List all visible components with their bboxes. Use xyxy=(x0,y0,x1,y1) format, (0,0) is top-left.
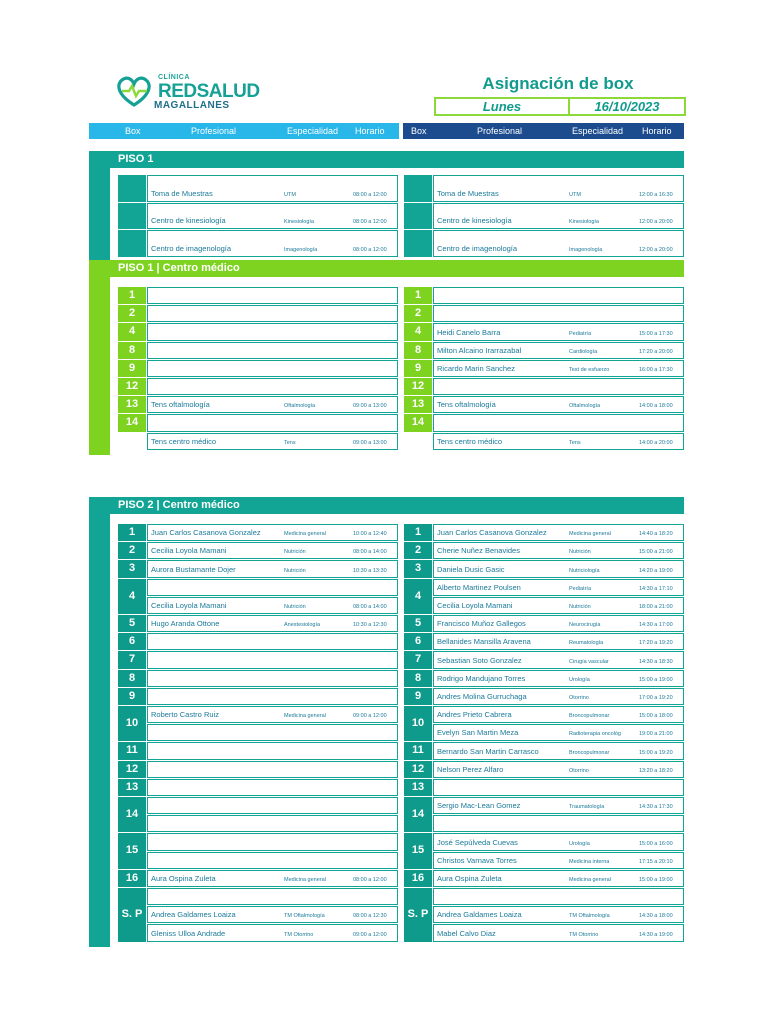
col-box: Box xyxy=(411,126,427,136)
professional-name: Daniela Dusic Gasic xyxy=(437,564,505,574)
schedule-time: 15:00 a 21:00 xyxy=(639,549,673,556)
professional-name: Bellanides Mansilla Aravena xyxy=(437,637,531,647)
table-row xyxy=(433,633,684,650)
professional-name: Roberto Castro Ruiz xyxy=(151,710,219,720)
logo-sub-text: MAGALLANES xyxy=(154,100,230,111)
schedule-time: 08:00 a 12:00 xyxy=(353,247,387,254)
table-row xyxy=(433,287,684,304)
box-number: 9 xyxy=(118,360,146,377)
box-number: 7 xyxy=(404,651,432,668)
professional-name: Rodrigo Mandujano Torres xyxy=(437,673,526,683)
professional-name: Cecilia Loyola Mamani xyxy=(151,600,227,610)
table-row xyxy=(147,414,398,431)
schedule-time: 14:30 a 19:00 xyxy=(639,931,673,938)
specialty: Nutrición xyxy=(569,603,591,610)
specialty: Broncopulmonar xyxy=(569,749,610,756)
professional-name: Francisco Muñoz Gallegos xyxy=(437,619,526,629)
schedule-time: 16:00 a 17:30 xyxy=(639,366,673,373)
specialty: Kinesiología xyxy=(569,219,599,226)
specialty: Otorrino xyxy=(569,694,589,701)
box-number: 4 xyxy=(404,323,432,340)
specialty: Otorrino xyxy=(569,767,589,774)
schedule-time: 15:00 a 17:30 xyxy=(639,330,673,337)
specialty: TM Oftalmología xyxy=(569,913,610,920)
table-row xyxy=(147,906,398,923)
professional-name: Aura Ospina Zuleta xyxy=(437,873,502,883)
table-row xyxy=(147,524,398,541)
professional-name: Alberto Martinez Poulsen xyxy=(437,582,521,592)
table-row xyxy=(147,542,398,559)
schedule-time: 09:00 a 13:00 xyxy=(353,403,387,410)
specialty: Pediatría xyxy=(569,330,592,337)
box-number: 16 xyxy=(118,870,146,887)
schedule-time: 14:00 a 18:00 xyxy=(639,403,673,410)
box-number xyxy=(404,433,432,450)
specialty: Neurocirugía xyxy=(569,622,601,629)
table-row xyxy=(147,670,398,687)
professional-name: Mabel Calvo Diaz xyxy=(437,928,496,938)
box-number: 8 xyxy=(118,670,146,687)
schedule-time: 12:00 a 20:00 xyxy=(639,219,673,226)
box-number: 12 xyxy=(118,761,146,778)
table-row xyxy=(147,287,398,304)
table-row xyxy=(433,560,684,577)
box-number: 13 xyxy=(404,396,432,413)
specialty: Medicina general xyxy=(284,531,326,538)
schedule-time: 17:00 a 19:20 xyxy=(639,694,673,701)
schedule-time: 09:00 a 12:00 xyxy=(353,713,387,720)
box-number: 13 xyxy=(118,396,146,413)
schedule-time: 14:30 a 18:30 xyxy=(639,658,673,665)
schedule-time: 08:00 a 12:00 xyxy=(353,876,387,883)
document-title: Asignación de box xyxy=(482,74,634,93)
box-number: 6 xyxy=(118,633,146,650)
professional-name: Andrea Galdames Loaiza xyxy=(151,910,236,920)
col-profesional: Profesional xyxy=(477,126,523,136)
professional-name: Andres Prieto Cabrera xyxy=(437,710,512,720)
professional-name: Aura Ospina Zuleta xyxy=(151,873,216,883)
table-row xyxy=(433,742,684,759)
table-row xyxy=(147,924,398,941)
table-row xyxy=(433,724,684,741)
box-number: 4 xyxy=(404,579,432,614)
table-row xyxy=(433,833,684,850)
schedule-time: 15:00 a 19:00 xyxy=(639,876,673,883)
table-row xyxy=(147,396,398,413)
box-number: S. P xyxy=(118,888,146,942)
schedule-time: 14:30 a 17:10 xyxy=(639,585,673,592)
col-profesional: Profesional xyxy=(191,126,237,136)
schedule-time: 19:00 a 21:00 xyxy=(639,731,673,738)
schedule-time: 15:00 a 18:00 xyxy=(639,713,673,720)
table-row xyxy=(147,779,398,796)
col-especialidad: Especialidad xyxy=(287,126,339,136)
professional-name: Hugo Aranda Ottone xyxy=(151,619,220,629)
box-number: 3 xyxy=(404,560,432,577)
specialty: Cardiología xyxy=(569,348,598,355)
table-row xyxy=(147,724,398,741)
specialty: Kinesiología xyxy=(284,219,314,226)
box-number: 2 xyxy=(118,305,146,322)
schedule-time: 14:40 a 18:20 xyxy=(639,531,673,538)
column-header-right xyxy=(403,123,684,139)
professional-name: Centro de kinesiología xyxy=(151,216,226,226)
schedule-time: 14:30 a 18:00 xyxy=(639,913,673,920)
box-number: 9 xyxy=(404,688,432,705)
box-number: 11 xyxy=(404,742,432,759)
box-number: 11 xyxy=(118,742,146,759)
box-number: 16 xyxy=(404,870,432,887)
box-number: 14 xyxy=(404,797,432,832)
col-horario: Horario xyxy=(642,126,672,136)
professional-name: Bernardo San Martin Carrasco xyxy=(437,746,539,756)
box-number xyxy=(404,175,432,202)
professional-name: Toma de Muestras xyxy=(151,188,213,198)
table-row xyxy=(433,323,684,340)
box-number: 15 xyxy=(118,833,146,868)
box-number: 10 xyxy=(118,706,146,741)
table-row xyxy=(433,230,684,257)
table-row xyxy=(147,560,398,577)
table-row xyxy=(147,230,398,257)
logo-clinica-text: CLÍNICA xyxy=(158,74,190,81)
schedule-time: 12:00 a 16:30 xyxy=(639,191,673,198)
table-row xyxy=(147,688,398,705)
table-row xyxy=(433,360,684,377)
box-number: 12 xyxy=(404,378,432,395)
professional-name: Cecilia Loyola Mamani xyxy=(437,600,513,610)
table-row xyxy=(433,706,684,723)
specialty: Tens xyxy=(569,439,581,446)
table-row xyxy=(433,203,684,230)
table-row xyxy=(433,651,684,668)
col-especialidad: Especialidad xyxy=(572,126,624,136)
table-row xyxy=(433,433,684,450)
specialty: Broncopulmonar xyxy=(569,713,610,720)
specialty: UTM xyxy=(569,191,581,198)
col-horario: Horario xyxy=(355,126,385,136)
table-row xyxy=(147,579,398,596)
specialty: Nutriciología xyxy=(569,567,600,574)
table-row xyxy=(147,706,398,723)
professional-name: Andrea Galdames Loaiza xyxy=(437,910,522,920)
specialty: Tens xyxy=(284,439,296,446)
professional-name: Heidi Canelo Barra xyxy=(437,327,501,337)
schedule-time: 10:30 a 12:30 xyxy=(353,622,387,629)
day-field: Lunes xyxy=(434,97,570,116)
professional-name: Tens centro médico xyxy=(437,436,503,446)
specialty: Traumatología xyxy=(569,804,605,811)
box-number: 12 xyxy=(118,378,146,395)
schedule-time: 15:00 a 16:00 xyxy=(639,840,673,847)
professional-name: Andres Molina Gurruchaga xyxy=(437,691,527,701)
professional-name: Christos Varnava Torres xyxy=(437,855,517,865)
box-number xyxy=(118,433,146,450)
table-row xyxy=(433,670,684,687)
professional-name: Tens oftalmología xyxy=(151,400,210,410)
box-number: 7 xyxy=(118,651,146,668)
box-number: 8 xyxy=(404,670,432,687)
schedule-time: 14:30 a 17:00 xyxy=(639,622,673,629)
box-number xyxy=(404,230,432,257)
box-number: 3 xyxy=(118,560,146,577)
schedule-time: 14:20 a 19:00 xyxy=(639,567,673,574)
box-number: 1 xyxy=(404,287,432,304)
specialty: Nutrición xyxy=(569,549,591,556)
box-number: S. P xyxy=(404,888,432,942)
table-row xyxy=(147,323,398,340)
professional-name: Juan Carlos Casanova Gonzalez xyxy=(151,528,261,538)
table-row xyxy=(433,688,684,705)
schedule-time: 15:00 a 19:20 xyxy=(639,749,673,756)
table-row xyxy=(433,779,684,796)
table-row xyxy=(147,633,398,650)
section-sidebar xyxy=(89,514,110,947)
table-row xyxy=(433,396,684,413)
box-number: 15 xyxy=(404,833,432,868)
box-number xyxy=(118,203,146,230)
professional-name: Aurora Bustamante Dojer xyxy=(151,564,236,574)
box-number: 2 xyxy=(404,542,432,559)
schedule-time: 09:00 a 13:00 xyxy=(353,439,387,446)
col-box: Box xyxy=(125,126,141,136)
specialty: Medicina general xyxy=(284,713,326,720)
table-row xyxy=(433,524,684,541)
box-number: 2 xyxy=(404,305,432,322)
specialty: Oftalmología xyxy=(569,403,601,410)
box-number: 14 xyxy=(118,414,146,431)
table-row xyxy=(147,342,398,359)
box-number: 5 xyxy=(404,615,432,632)
schedule-time: 08:00 a 14:00 xyxy=(353,549,387,556)
box-number xyxy=(404,203,432,230)
specialty: Medicina general xyxy=(284,876,326,883)
table-row xyxy=(147,761,398,778)
box-number: 9 xyxy=(118,688,146,705)
clinic-logo xyxy=(114,72,260,112)
table-row xyxy=(147,797,398,814)
professional-name: Evelyn San Martin Meza xyxy=(437,728,519,738)
box-number: 5 xyxy=(118,615,146,632)
professional-name: Gleniss Ulloa Andrade xyxy=(151,928,226,938)
specialty: Radioterapia oncológ xyxy=(569,731,621,738)
table-row xyxy=(433,815,684,832)
specialty: Urología xyxy=(569,840,590,847)
professional-name: Nelson Perez Alfaro xyxy=(437,764,504,774)
specialty: TM Otorrino xyxy=(284,931,314,938)
table-row xyxy=(147,378,398,395)
logo-main-text: REDSALUD xyxy=(158,81,260,102)
section-header: PISO 2 | Centro médico xyxy=(89,497,684,514)
box-number: 8 xyxy=(118,342,146,359)
table-row xyxy=(147,833,398,850)
box-number: 12 xyxy=(404,761,432,778)
schedule-time: 13:20 a 18:20 xyxy=(639,767,673,774)
table-row xyxy=(433,175,684,202)
specialty: Pediatría xyxy=(569,585,592,592)
professional-name: Centro de imagenología xyxy=(151,244,232,254)
professional-name: Centro de kinesiología xyxy=(437,216,512,226)
table-row xyxy=(147,360,398,377)
table-row xyxy=(433,597,684,614)
schedule-time: 17:20 a 19:20 xyxy=(639,640,673,647)
specialty: Oftalmología xyxy=(284,403,316,410)
table-row xyxy=(147,742,398,759)
professional-name: Sebastian Soto Gonzalez xyxy=(437,655,522,665)
schedule-time: 10:00 a 12:40 xyxy=(353,531,387,538)
table-row xyxy=(147,433,398,450)
schedule-time: 17:20 a 20:00 xyxy=(639,348,673,355)
specialty: Imagenología xyxy=(569,247,603,254)
table-row xyxy=(433,888,684,905)
table-row xyxy=(147,175,398,202)
box-number: 13 xyxy=(118,779,146,796)
table-row xyxy=(433,924,684,941)
box-number: 10 xyxy=(404,706,432,741)
specialty: Nutrición xyxy=(284,567,306,574)
table-row xyxy=(147,597,398,614)
specialty: Medicina general xyxy=(569,531,611,538)
specialty: Medicina interna xyxy=(569,858,610,865)
schedule-time: 14:30 a 17:30 xyxy=(639,804,673,811)
professional-name: Toma de Muestras xyxy=(437,188,499,198)
professional-name: Cherie Nuñez Benavides xyxy=(437,546,520,556)
professional-name: Cecilia Loyola Mamani xyxy=(151,546,227,556)
table-row xyxy=(147,203,398,230)
table-row xyxy=(433,542,684,559)
box-number: 14 xyxy=(404,414,432,431)
table-row xyxy=(147,651,398,668)
schedule-time: 08:00 a 12:00 xyxy=(353,191,387,198)
table-row xyxy=(147,852,398,869)
schedule-time: 14:00 a 20:00 xyxy=(639,439,673,446)
box-number: 4 xyxy=(118,579,146,614)
section-header: PISO 1 | Centro médico xyxy=(89,260,684,277)
specialty: TM Otorrino xyxy=(569,931,599,938)
table-row xyxy=(433,852,684,869)
box-number: 1 xyxy=(118,287,146,304)
table-row xyxy=(433,305,684,322)
specialty: Imagenología xyxy=(284,247,318,254)
specialty: Anestesiología xyxy=(284,622,321,629)
table-row xyxy=(147,615,398,632)
professional-name: Tens centro médico xyxy=(151,436,217,446)
table-row xyxy=(433,414,684,431)
schedule-time: 08:00 a 12:00 xyxy=(353,219,387,226)
specialty: Cirugía vascular xyxy=(569,658,609,665)
specialty: Nutrición xyxy=(284,603,306,610)
box-number xyxy=(118,230,146,257)
table-row xyxy=(433,342,684,359)
schedule-time: 15:00 a 19:00 xyxy=(639,676,673,683)
schedule-time: 12:00 a 20:00 xyxy=(639,247,673,254)
table-row xyxy=(147,305,398,322)
box-number: 14 xyxy=(118,797,146,832)
specialty: Nutrición xyxy=(284,549,306,556)
specialty: TM Oftalmología xyxy=(284,913,325,920)
schedule-time: 18:00 a 21:00 xyxy=(639,603,673,610)
box-number: 9 xyxy=(404,360,432,377)
table-row xyxy=(147,870,398,887)
box-number: 13 xyxy=(404,779,432,796)
schedule-time: 10:30 a 13:30 xyxy=(353,567,387,574)
professional-name: Juan Carlos Casanova Gonzalez xyxy=(437,528,547,538)
specialty: Reumatología xyxy=(569,640,604,647)
table-row xyxy=(433,761,684,778)
table-row xyxy=(433,906,684,923)
specialty: UTM xyxy=(284,191,296,198)
box-number xyxy=(118,175,146,202)
table-row xyxy=(147,815,398,832)
section-header: PISO 1 xyxy=(89,151,684,168)
specialty: Test de esfuerzo xyxy=(569,366,610,373)
professional-name: Milton Alcaino Irarrazabal xyxy=(437,345,522,355)
schedule-time: 17:15 a 20:10 xyxy=(639,858,673,865)
box-number: 4 xyxy=(118,323,146,340)
box-number: 1 xyxy=(118,524,146,541)
table-row xyxy=(433,870,684,887)
schedule-time: 08:00 a 12:30 xyxy=(353,913,387,920)
specialty: Medicina general xyxy=(569,876,611,883)
table-row xyxy=(147,888,398,905)
section-sidebar xyxy=(89,277,110,455)
table-row xyxy=(433,615,684,632)
heart-logo-icon xyxy=(114,75,154,109)
box-number: 8 xyxy=(404,342,432,359)
table-row xyxy=(433,797,684,814)
professional-name: Ricardo Marin Sanchez xyxy=(437,363,515,373)
section-sidebar xyxy=(89,168,110,262)
box-number: 2 xyxy=(118,542,146,559)
schedule-time: 08:00 a 14:00 xyxy=(353,603,387,610)
professional-name: José Sepúlveda Cuevas xyxy=(437,837,518,847)
schedule-time: 09:00 a 12:00 xyxy=(353,931,387,938)
box-number: 1 xyxy=(404,524,432,541)
specialty: Urología xyxy=(569,676,590,683)
professional-name: Tens oftalmología xyxy=(437,400,496,410)
professional-name: Sergio Mac-Lean Gomez xyxy=(437,801,521,811)
table-row xyxy=(433,378,684,395)
professional-name: Centro de imagenología xyxy=(437,244,518,254)
table-row xyxy=(433,579,684,596)
column-header-left xyxy=(89,123,399,139)
box-number: 6 xyxy=(404,633,432,650)
date-field: 16/10/2023 xyxy=(568,97,686,116)
